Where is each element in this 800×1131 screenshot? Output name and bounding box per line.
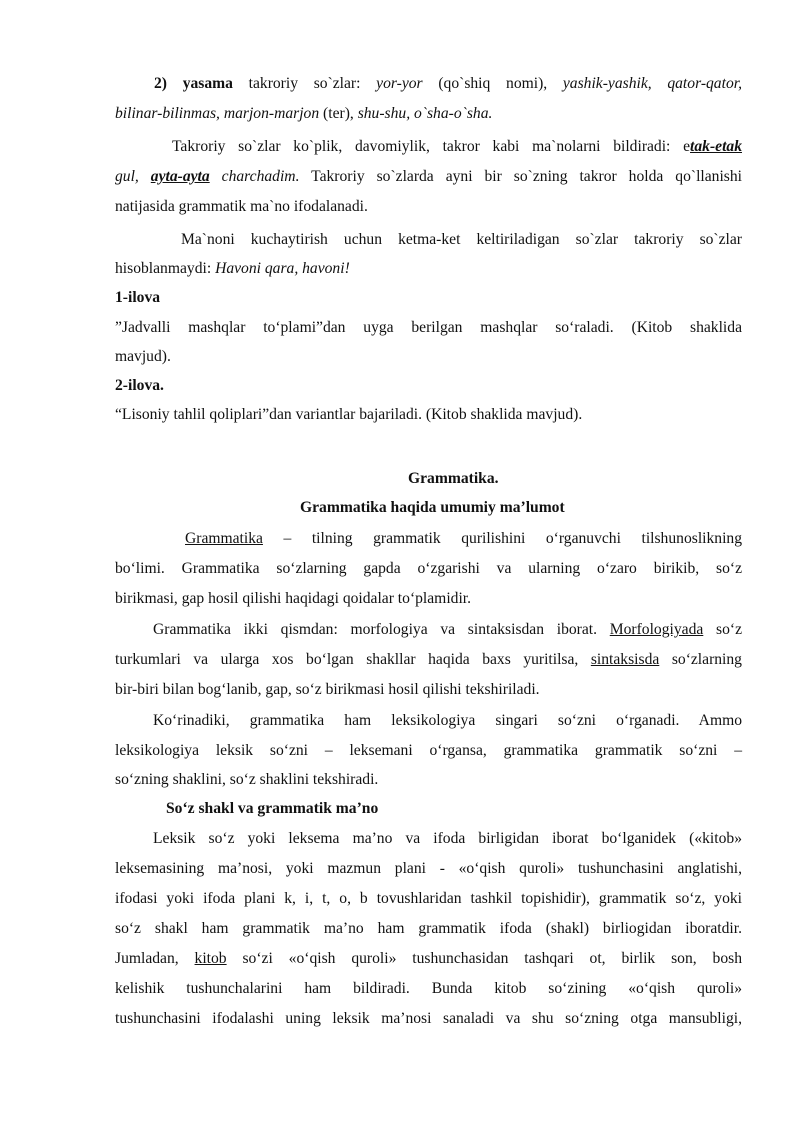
paragraph-line: Leksik so‘z yoki leksema ma’no va ifoda birligidan iborat bo‘lganidek («kitob» xyxy=(153,830,742,847)
paragraph-line: tushunchasini ifodalashi uning leksik ma’nosi sanaladi va shu so‘zning otga mansubligi, xyxy=(115,1010,742,1027)
bold-term: 2) yasama xyxy=(154,75,233,92)
paragraph-line: leksemasining ma’nosi, yoki mazmun plani - «o‘qish quroli» tushunchasini anglatishi, xyxy=(115,860,742,877)
text-run: so‘z xyxy=(703,621,742,638)
italic-example: charchadim. xyxy=(209,168,300,185)
paragraph-line: ”Jadvalli mashqlar to‘plami”dan uyga berilgan mashqlar so‘raladi. (Kitob shaklida xyxy=(115,319,742,336)
italic-example: yor-yor xyxy=(376,75,423,92)
paragraph-line xyxy=(172,137,742,157)
text-run: Jumladan, xyxy=(115,950,195,967)
italic-example: gul, xyxy=(115,168,151,185)
emphasized-example: ayta-ayta xyxy=(150,168,210,185)
paragraph-line: “Lisoniy tahlil qoliplari”dan variantlar bajariladi. (Kitob shaklida mavjud). xyxy=(115,406,583,423)
text-run: hisoblanmaydi: xyxy=(115,260,216,277)
paragraph-line: kelishik tushunchalarini ham bildiradi. Bunda kitob so‘zining «o‘qish quroli» xyxy=(115,980,742,997)
italic-example: bilinar-bilinmas, marjon-marjon xyxy=(115,105,320,122)
text-run: takroriy so`zlar: xyxy=(232,75,377,92)
paragraph-line: Ko‘rinadiki, grammatika ham leksikologiya singari so‘zni o‘rganadi. Ammo xyxy=(153,712,742,729)
section-title: Grammatika. xyxy=(408,470,499,487)
text-run: Takroriy so`zlar ko`plik, davomiylik, takror kabi ma`nolarni bildiradi: e xyxy=(172,138,691,155)
paragraph-line xyxy=(115,104,742,124)
paragraph-line xyxy=(154,74,742,94)
underlined-term: sintaksisda xyxy=(590,651,660,668)
paragraph-line: ifodasi yoki ifoda plani k, i, t, o, b tovushlaridan tashkil topishidir), grammatik so‘z, yoki xyxy=(115,890,742,907)
italic-example: yashik-yashik, qator-qator, xyxy=(562,75,742,92)
paragraph-line: Ma`noni kuchaytirish uchun ketma-ket keltiriladigan so`zlar takroriy so`zlar xyxy=(181,231,742,248)
paragraph-line: natijasida grammatik ma`no ifodalanadi. xyxy=(115,198,368,215)
appendix-heading: 2-ilova. xyxy=(115,377,164,394)
section-subtitle: So‘z shakl va grammatik ma’no xyxy=(166,800,379,817)
underlined-term: Morfologiyada xyxy=(609,621,704,638)
paragraph-line: bo‘limi. Grammatika so‘zlarning gapda o‘zgarishi va ularning o‘zaro birikib, so‘z xyxy=(115,560,742,577)
paragraph-line xyxy=(115,650,742,670)
italic-example: Havoni qara, havoni! xyxy=(215,260,350,277)
section-subtitle: Grammatika haqida umumiy ma’lumot xyxy=(300,499,565,516)
underlined-term: Grammatika xyxy=(185,530,263,547)
appendix-heading: 1-ilova xyxy=(115,289,161,306)
paragraph-line: mavjud). xyxy=(115,348,171,365)
text-run: turkumlari va ularga xos bo‘lgan shakllar haqida baxs yuritilsa, xyxy=(115,651,591,668)
paragraph-line: so‘zning shaklini, so‘z shaklini tekshiradi. xyxy=(115,771,379,788)
paragraph-line xyxy=(153,620,742,640)
text-run: – tilning grammatik qurilishini o‘rganuvchi tilshunoslikning xyxy=(262,530,742,547)
text-run: (qo`shiq nomi), xyxy=(422,75,563,92)
paragraph-line xyxy=(115,949,742,969)
paragraph-line: leksikologiya leksik so‘zni – leksemani o‘rgansa, grammatika grammatik so‘zni – xyxy=(115,742,742,759)
text-run: so‘zlarning xyxy=(659,651,742,668)
paragraph-line: birikmasi, gap hosil qilishi haqidagi qoidalar to‘plamidir. xyxy=(115,590,472,607)
text-run: so‘zi «o‘qish quroli» tushunchasidan tashqari ot, birlik son, bosh xyxy=(226,950,743,967)
text-run: (ter), xyxy=(319,105,358,122)
paragraph-line: so‘z shakl ham grammatik ma’no ham grammatik ifoda (shakl) birliogidan iboratdir. xyxy=(115,920,742,937)
text-run: Grammatika ikki qismdan: morfologiya va sintaksisdan iborat. xyxy=(153,621,610,638)
paragraph-line xyxy=(185,529,742,549)
underlined-term: kitob xyxy=(194,950,227,967)
paragraph-line xyxy=(115,259,742,279)
text-run: Takroriy so`zlarda ayni bir so`zning takror holda qo`llanishi xyxy=(299,168,742,185)
italic-example: shu-shu, o`sha-o`sha. xyxy=(357,105,493,122)
paragraph-line: bir-biri bilan bog‘lanib, gap, so‘z birikmasi hosil qilishi tekshiriladi. xyxy=(115,681,540,698)
emphasized-example: tak-etak xyxy=(690,138,742,155)
paragraph-line xyxy=(115,167,742,187)
